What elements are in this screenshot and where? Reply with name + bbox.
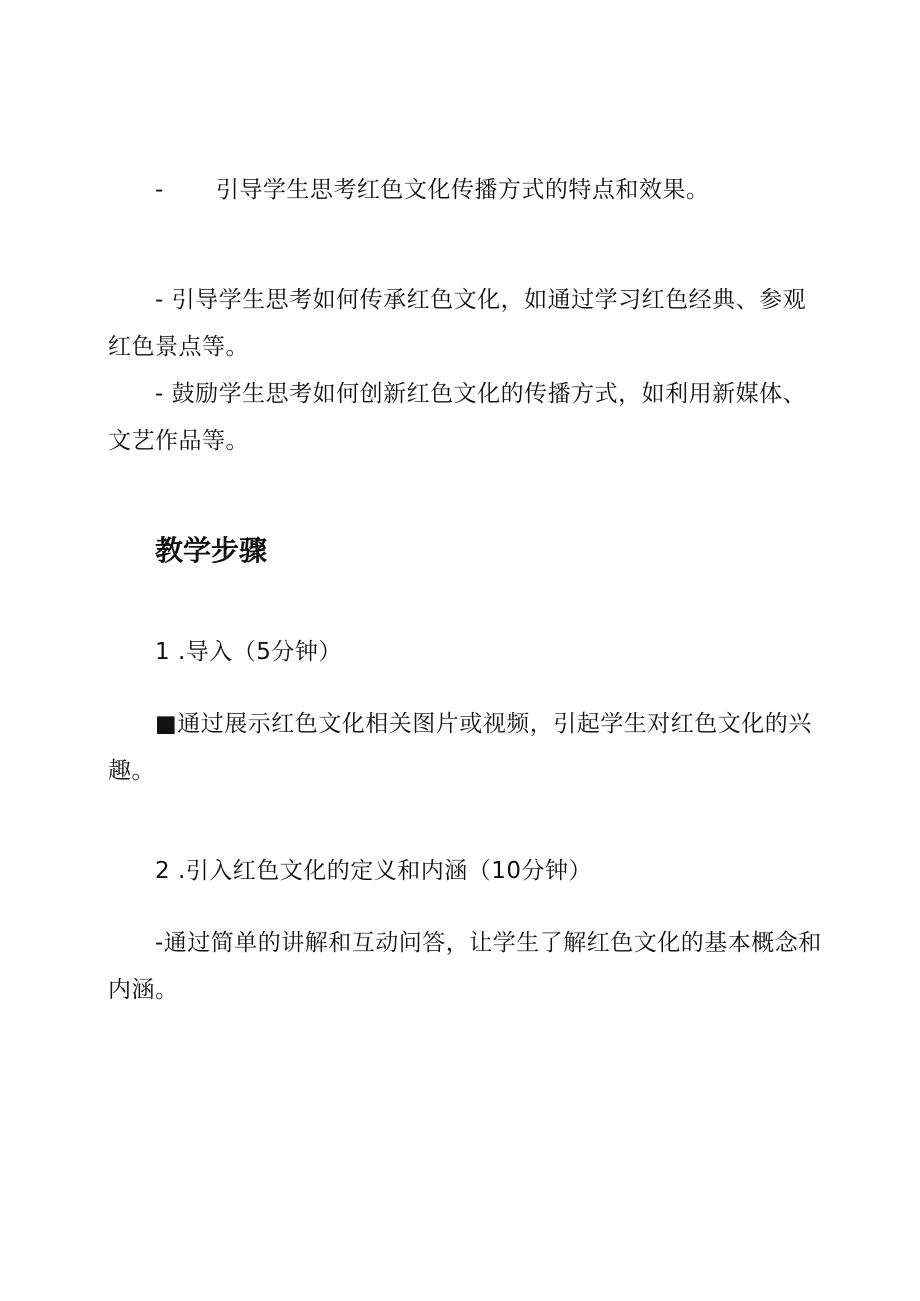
step-2-title: 2 .引入红色文化的定义和内涵（10分钟） <box>155 858 593 884</box>
step-1-body-line-1: ■通过展示红色文化相关图片或视频，引起学生对红色文化的兴 <box>155 711 812 737</box>
section-heading: 教学步骤 <box>155 534 268 567</box>
intro-bullet-1 <box>155 176 709 204</box>
step-1-title: 1 .导入（5分钟） <box>155 639 342 665</box>
intro-bullet-1-text: 引导学生思考红色文化传播方式的特点和效果。 <box>215 177 710 203</box>
step-1-body-line-2: 趣。 <box>108 758 155 784</box>
step-2-body-line-1: -通过简单的讲解和互动问答，让学生了解红色文化的基本概念和 <box>155 930 822 956</box>
intro-bullet-3-line-2: 文艺作品等。 <box>108 428 249 454</box>
intro-bullet-2-line-1: - 引导学生思考如何传承红色文化，如通过学习红色经典、参观 <box>155 287 807 313</box>
intro-bullet-3-line-1: - 鼓励学生思考如何创新红色文化的传播方式，如利用新媒体、 <box>155 381 807 407</box>
intro-bullet-2-line-2: 红色景点等。 <box>108 334 249 360</box>
step-2-body-line-2: 内涵。 <box>108 977 179 1003</box>
bullet-marker: - <box>155 177 164 203</box>
